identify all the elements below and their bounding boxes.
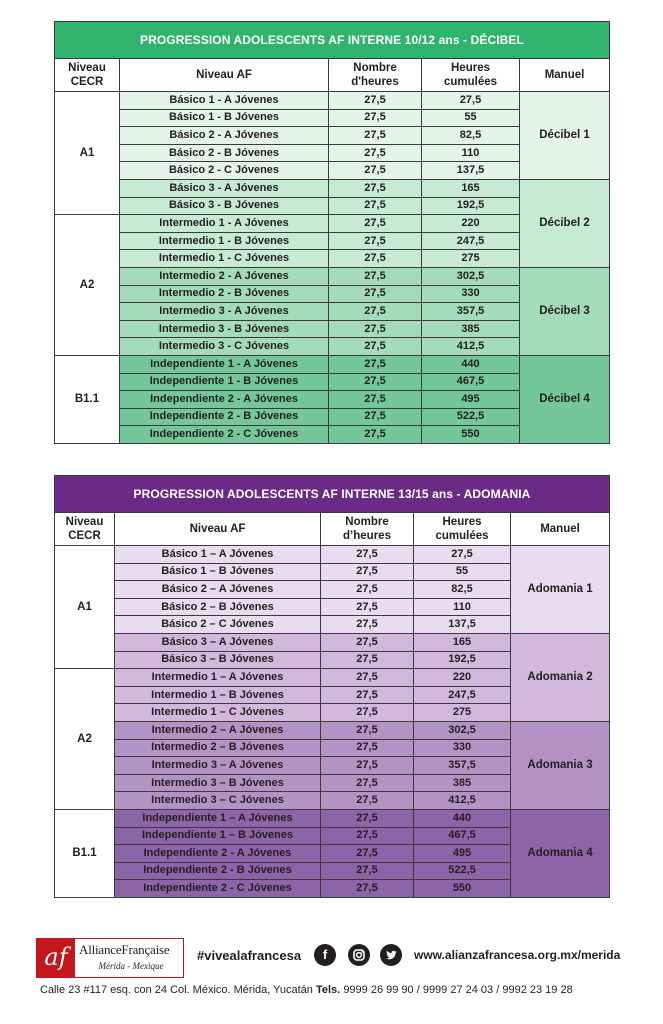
heures-cumulees-cell: 467,5 [414,827,511,845]
heures-cumulees-cell: 385 [414,774,511,792]
nombre-heures-cell: 27,5 [329,285,422,303]
nombre-heures-cell: 27,5 [321,581,414,599]
adomania-progression-table [54,475,610,898]
niveau-af-cell: Intermedio 1 – C Jóvenes [115,704,321,722]
nombre-heures-cell: 27,5 [321,633,414,651]
nombre-heures-cell: 27,5 [321,739,414,757]
heures-cumulees-cell: 357,5 [422,303,520,321]
heures-cumulees-cell: 55 [414,563,511,581]
niveau-af-cell: Básico 3 - B Jóvenes [120,197,329,215]
header-nombre-heures: Nombre d’heures [321,513,414,546]
nombre-heures-cell: 27,5 [321,546,414,564]
heures-cumulees-cell: 412,5 [422,338,520,356]
table-row [55,267,610,285]
header-niveau-cecr: Niveau CECR [55,59,120,92]
niveau-af-cell: Básico 2 - B Jóvenes [120,144,329,162]
cecr-b1-1: B1.1 [55,809,115,897]
nombre-heures-cell: 27,5 [329,408,422,426]
nombre-heures-cell: 27,5 [321,757,414,775]
table-row [55,809,610,827]
nombre-heures-cell: 27,5 [321,616,414,634]
heures-cumulees-cell: 27,5 [414,546,511,564]
nombre-heures-cell: 27,5 [329,179,422,197]
nombre-heures-cell: 27,5 [329,232,422,250]
niveau-af-cell: Básico 3 – B Jóvenes [115,651,321,669]
heures-cumulees-cell: 55 [422,109,520,127]
instagram-icon[interactable] [348,944,370,966]
niveau-af-cell: Intermedio 3 – C Jóvenes [115,792,321,810]
niveau-af-cell: Intermedio 1 - C Jóvenes [120,250,329,268]
manuel-adomania-1: Adomania 1 [511,546,610,634]
heures-cumulees-cell: 275 [414,704,511,722]
table-row [55,92,610,110]
niveau-af-cell: Independiente 1 - B Jóvenes [120,373,329,391]
nombre-heures-cell: 27,5 [321,774,414,792]
header-niveau-af: Niveau AF [115,513,321,546]
heures-cumulees-cell: 302,5 [422,267,520,285]
decibel-progression-table [54,21,610,444]
cecr-a1: A1 [55,546,115,669]
heures-cumulees-cell: 82,5 [422,127,520,145]
nombre-heures-cell: 27,5 [321,721,414,739]
heures-cumulees-cell: 192,5 [414,651,511,669]
table-row [55,721,610,739]
nombre-heures-cell: 27,5 [329,391,422,409]
heures-cumulees-cell: 357,5 [414,757,511,775]
niveau-af-cell: Independiente 1 – A Jóvenes [115,809,321,827]
heures-cumulees-cell: 522,5 [414,862,511,880]
twitter-icon[interactable] [380,944,402,966]
header-nombre-heures: Nombre d'heures [329,59,422,92]
cecr-b1-1: B1.1 [55,355,120,443]
nombre-heures-cell: 27,5 [329,197,422,215]
niveau-af-cell: Básico 1 – A Jóvenes [115,546,321,564]
heures-cumulees-cell: 27,5 [422,92,520,110]
niveau-af-cell: Intermedio 1 - A Jóvenes [120,215,329,233]
footer [0,930,663,1024]
heures-cumulees-cell: 110 [422,144,520,162]
nombre-heures-cell: 27,5 [329,144,422,162]
nombre-heures-cell: 27,5 [329,215,422,233]
heures-cumulees-cell: 275 [422,250,520,268]
af-logo-mark: af [37,939,75,977]
manuel-adomania-4: Adomania 4 [511,809,610,897]
niveau-af-cell: Intermedio 3 - C Jóvenes [120,338,329,356]
niveau-af-cell: Independiente 2 - B Jóvenes [120,408,329,426]
heures-cumulees-cell: 220 [414,669,511,687]
nombre-heures-cell: 27,5 [329,320,422,338]
header-heures-cumulees: Heures cumulées [422,59,520,92]
niveau-af-cell: Intermedio 3 – A Jóvenes [115,757,321,775]
table-row [55,355,610,373]
heures-cumulees-cell: 220 [422,215,520,233]
manuel-adomania-3: Adomania 3 [511,721,610,809]
cecr-a2: A2 [55,215,120,356]
heures-cumulees-cell: 440 [422,355,520,373]
website-link[interactable]: www.alianzafrancesa.org.mx/merida [414,948,621,962]
heures-cumulees-cell: 330 [414,739,511,757]
nombre-heures-cell: 27,5 [321,845,414,863]
heures-cumulees-cell: 495 [414,845,511,863]
heures-cumulees-cell: 330 [422,285,520,303]
contact-address: Calle 23 #117 esq. con 24 Col. México. Mérida, Yucatán Tels. 9999 26 99 90 / 9999 27 24 03 / 9992 23 19 28 [40,984,573,996]
niveau-af-cell: Intermedio 2 - A Jóvenes [120,267,329,285]
niveau-af-cell: Intermedio 1 – B Jóvenes [115,686,321,704]
heures-cumulees-cell: 137,5 [422,162,520,180]
heures-cumulees-cell: 82,5 [414,581,511,599]
header-niveau-cecr: Niveau CECR [55,513,115,546]
manuel-decibel-1: Décibel 1 [520,92,610,180]
heures-cumulees-cell: 522,5 [422,408,520,426]
nombre-heures-cell: 27,5 [329,127,422,145]
nombre-heures-cell: 27,5 [329,92,422,110]
nombre-heures-cell: 27,5 [321,792,414,810]
nombre-heures-cell: 27,5 [321,651,414,669]
table-title: PROGRESSION ADOLESCENTS AF INTERNE 13/15 ans - ADOMANIA [55,476,610,513]
niveau-af-cell: Básico 1 – B Jóvenes [115,563,321,581]
heures-cumulees-cell: 137,5 [414,616,511,634]
nombre-heures-cell: 27,5 [321,880,414,898]
niveau-af-cell: Intermedio 1 - B Jóvenes [120,232,329,250]
niveau-af-cell: Intermedio 1 – A Jóvenes [115,669,321,687]
niveau-af-cell: Básico 2 – B Jóvenes [115,598,321,616]
niveau-af-cell: Básico 2 – C Jóvenes [115,616,321,634]
niveau-af-cell: Independiente 2 - A Jóvenes [115,845,321,863]
af-logo-name: AllianceFrançaise [79,942,170,957]
niveau-af-cell: Intermedio 2 – A Jóvenes [115,721,321,739]
nombre-heures-cell: 27,5 [329,250,422,268]
heures-cumulees-cell: 412,5 [414,792,511,810]
nombre-heures-cell: 27,5 [329,109,422,127]
niveau-af-cell: Básico 3 - A Jóvenes [120,179,329,197]
manuel-decibel-3: Décibel 3 [520,267,610,355]
heures-cumulees-cell: 495 [422,391,520,409]
heures-cumulees-cell: 247,5 [414,686,511,704]
niveau-af-cell: Básico 1 - A Jóvenes [120,92,329,110]
niveau-af-cell: Independiente 2 - B Jóvenes [115,862,321,880]
nombre-heures-cell: 27,5 [329,162,422,180]
niveau-af-cell: Independiente 1 – B Jóvenes [115,827,321,845]
manuel-decibel-2: Décibel 2 [520,179,610,267]
alliance-francaise-logo[interactable] [36,938,184,978]
niveau-af-cell: Básico 2 - C Jóvenes [120,162,329,180]
niveau-af-cell: Intermedio 3 - B Jóvenes [120,320,329,338]
niveau-af-cell: Independiente 2 - C Jóvenes [115,880,321,898]
niveau-af-cell: Intermedio 3 - A Jóvenes [120,303,329,321]
niveau-af-cell: Intermedio 2 – B Jóvenes [115,739,321,757]
nombre-heures-cell: 27,5 [321,598,414,616]
nombre-heures-cell: 27,5 [321,686,414,704]
nombre-heures-cell: 27,5 [329,267,422,285]
niveau-af-cell: Independiente 2 - A Jóvenes [120,391,329,409]
nombre-heures-cell: 27,5 [321,704,414,722]
niveau-af-cell: Básico 3 – A Jóvenes [115,633,321,651]
nombre-heures-cell: 27,5 [321,669,414,687]
heures-cumulees-cell: 550 [414,880,511,898]
header-niveau-af: Niveau AF [120,59,329,92]
niveau-af-cell: Básico 2 – A Jóvenes [115,581,321,599]
heures-cumulees-cell: 302,5 [414,721,511,739]
heures-cumulees-cell: 247,5 [422,232,520,250]
heures-cumulees-cell: 550 [422,426,520,444]
manuel-decibel-4: Décibel 4 [520,355,610,443]
nombre-heures-cell: 27,5 [321,563,414,581]
nombre-heures-cell: 27,5 [329,338,422,356]
heures-cumulees-cell: 192,5 [422,197,520,215]
nombre-heures-cell: 27,5 [329,355,422,373]
header-manuel: Manuel [511,513,610,546]
hashtag: #vivealafrancesa [197,948,302,963]
niveau-af-cell: Intermedio 3 – B Jóvenes [115,774,321,792]
nombre-heures-cell: 27,5 [329,426,422,444]
nombre-heures-cell: 27,5 [321,862,414,880]
af-logo-subtitle: Mérida - Mexique [98,961,164,971]
heures-cumulees-cell: 467,5 [422,373,520,391]
manuel-adomania-2: Adomania 2 [511,633,610,721]
nombre-heures-cell: 27,5 [321,827,414,845]
table-row [55,179,610,197]
header-heures-cumulees: Heures cumulées [414,513,511,546]
header-manuel: Manuel [520,59,610,92]
niveau-af-cell: Intermedio 2 - B Jóvenes [120,285,329,303]
table-title: PROGRESSION ADOLESCENTS AF INTERNE 10/12 ans - DÉCIBEL [55,22,610,59]
cecr-a1: A1 [55,92,120,215]
heures-cumulees-cell: 165 [422,179,520,197]
heures-cumulees-cell: 110 [414,598,511,616]
cecr-a2: A2 [55,669,115,810]
heures-cumulees-cell: 440 [414,809,511,827]
table-row [55,633,610,651]
niveau-af-cell: Básico 2 - A Jóvenes [120,127,329,145]
nombre-heures-cell: 27,5 [329,373,422,391]
niveau-af-cell: Independiente 1 - A Jóvenes [120,355,329,373]
facebook-icon[interactable]: f [314,944,336,966]
nombre-heures-cell: 27,5 [329,303,422,321]
table-row [55,546,610,564]
heures-cumulees-cell: 165 [414,633,511,651]
niveau-af-cell: Independiente 2 - C Jóvenes [120,426,329,444]
nombre-heures-cell: 27,5 [321,809,414,827]
heures-cumulees-cell: 385 [422,320,520,338]
niveau-af-cell: Básico 1 - B Jóvenes [120,109,329,127]
